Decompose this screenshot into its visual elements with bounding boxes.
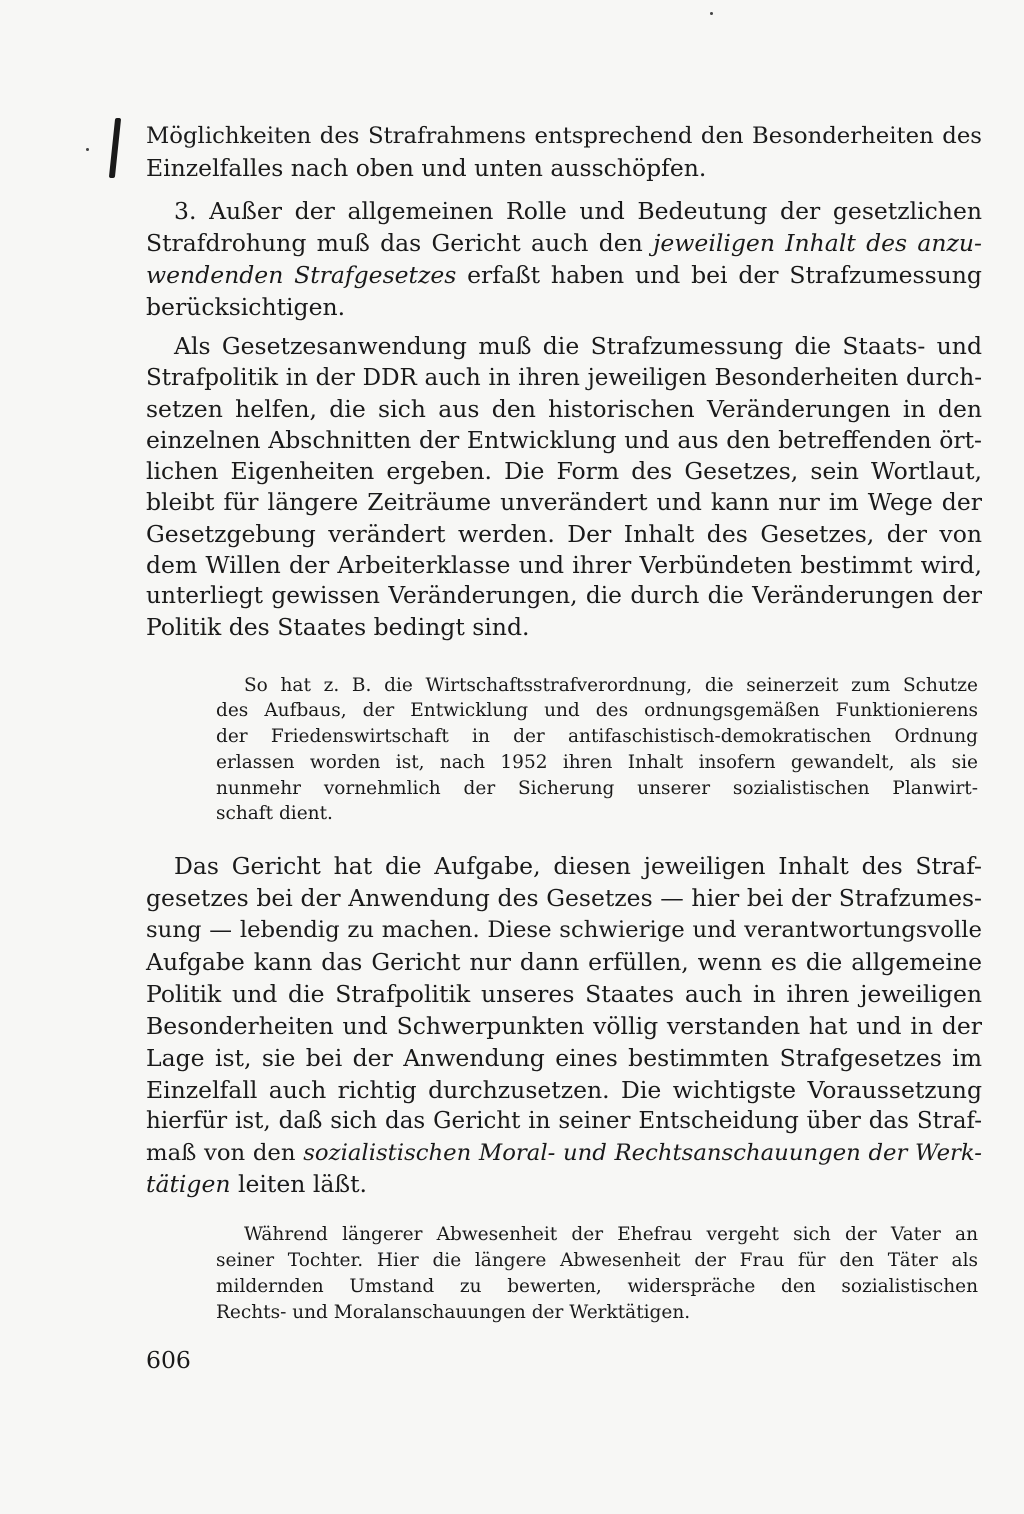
example-line: erlassen worden ist, nach 1952 ihren Inhalt insofern gewandelt, als sie [216,752,978,773]
text-line: wendenden Strafgesetzes erfaßt haben und bei der Strafzumessung [146,261,982,289]
text-line: maß von den sozialistischen Moral- und Rechtsanschauungen der Werk- [146,1140,982,1166]
scan-speck [86,148,89,151]
margin-marker [109,118,121,178]
text-line: 3. Außer der allgemeinen Rolle und Bedeutung der gesetzlichen [174,197,982,225]
text-line: Als Gesetzesanwendung muß die Strafzumessung die Staats- und [174,332,982,360]
example-line: mildernden Umstand zu bewerten, widerspräche den sozialistischen [216,1276,978,1297]
text-line: tätigen leiten läßt. [146,1170,368,1198]
text-line: sung — lebendig zu machen. Diese schwierige und verantwortungsvolle [146,917,982,943]
text-line: einzelnen Abschnitten der Entwicklung und aus den betreffenden ört- [146,426,982,454]
text-line: setzen helfen, die sich aus den historischen Veränderungen in den [146,395,982,423]
text-line: gesetzes bei der Anwendung des Gesetzes — hier bei der Strafzumes- [146,884,982,912]
text-line: Strafdrohung muß das Gericht auch den jeweiligen Inhalt des anzu- [146,229,982,257]
text-line: Politik des Staates bedingt sind. [146,613,530,641]
text-line: Aufgabe kann das Gericht nur dann erfüllen, wenn es die allgemeine [146,948,982,976]
text-line: bleibt für längere Zeiträume unverändert und kann nur im Wege der [146,488,982,516]
example-line: schaft dient. [216,803,333,824]
text-line: Einzelfall auch richtig durchzusetzen. Die wichtigste Voraussetzung [146,1076,982,1104]
text-line: berücksichtigen. [146,293,346,321]
example-line: So hat z. B. die Wirtschaftsstrafverordnung, die seinerzeit zum Schutze [244,675,978,696]
example-line: Während längerer Abwesenheit der Ehefrau vergeht sich der Vater an [244,1224,978,1245]
text-line: unterliegt gewissen Veränderungen, die durch die Veränderungen der [146,582,982,609]
text-line: Strafpolitik in der DDR auch in ihren jeweiligen Besonderheiten durch- [146,365,982,391]
text-line: hierfür ist, daß sich das Gericht in seiner Entscheidung über das Straf- [146,1108,982,1134]
text-line: dem Willen der Arbeiterklasse und ihrer Verbündeten bestimmt wird, [146,551,982,579]
example-line: seiner Tochter. Hier die längere Abwesenheit der Frau für den Täter als [216,1250,978,1271]
text-line: lichen Eigenheiten ergeben. Die Form des Gesetzes, sein Wortlaut, [146,457,982,485]
page-number: 606 [146,1346,191,1374]
example-line: des Aufbaus, der Entwicklung und des ordnungsgemäßen Funktionierens [216,700,978,721]
text-line: Möglichkeiten des Strafrahmens entsprechend den Besonderheiten des [146,123,982,149]
text-line: Einzelfalles nach oben und unten ausschöpfen. [146,154,707,182]
scan-speck [710,12,713,15]
text-line: Politik und die Strafpolitik unseres Staates auch in ihren jeweiligen [146,980,982,1008]
text-line: Lage ist, sie bei der Anwendung eines bestimmten Strafgesetzes im [146,1044,982,1072]
example-line: nunmehr vornehmlich der Sicherung unserer sozialistischen Planwirt- [216,778,978,799]
example-line: der Friedenswirtschaft in der antifaschistisch-demokratischen Ordnung [216,726,978,747]
example-line: Rechts- und Moralanschauungen der Werktätigen. [216,1302,691,1323]
text-line: Gesetzgebung verändert werden. Der Inhalt des Gesetzes, der von [146,520,982,548]
text-line: Das Gericht hat die Aufgabe, diesen jeweiligen Inhalt des Straf- [174,852,982,880]
text-line: Besonderheiten und Schwerpunkten völlig verstanden hat und in der [146,1012,982,1040]
